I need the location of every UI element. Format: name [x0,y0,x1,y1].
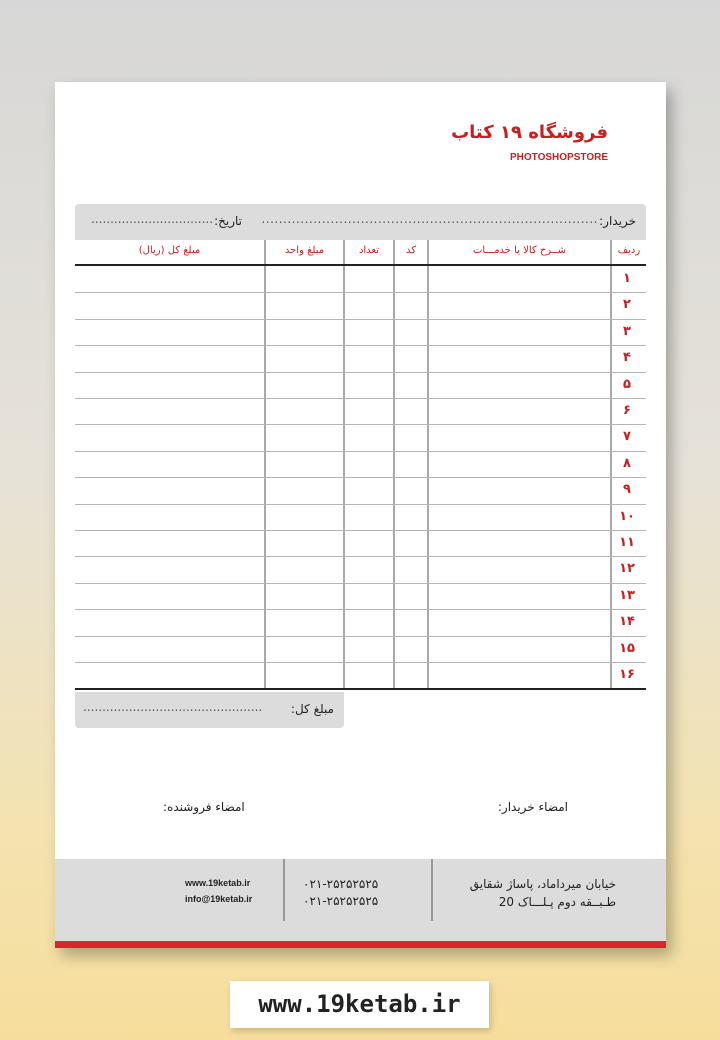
row-divider [75,477,646,478]
buyer-signature-label: امضاء خریدار: [497,800,568,814]
table-bottom-border [75,688,646,690]
date-label: تاریخ: [214,214,242,228]
items-table [75,240,646,690]
column-divider [264,240,266,690]
row-number: ۱۶ [619,667,635,682]
row-divider [75,504,646,505]
address-line: خیابان میرداماد، پاساژ شقایق [469,877,616,891]
watermark-text: www.19ketab.ir [258,990,461,1018]
row-number: ۲ [623,297,631,313]
row-divider [75,345,646,346]
row-number: ۴ [623,350,631,366]
header-description: شــرح کالا یا خدمـــات [472,245,567,256]
footer [55,859,666,941]
column-divider [343,240,345,690]
invoice-sheet [55,82,666,948]
row-number: ۱۱ [619,535,635,550]
store-subtitle: PHOTOSHOPSTORE [510,152,608,163]
header-quantity: تعداد [358,245,380,256]
table-top-border [75,264,646,266]
total-box [75,692,344,728]
column-divider [393,240,395,690]
row-divider [75,609,646,610]
row-divider [75,292,646,293]
row-divider [75,424,646,425]
row-number: ۱۲ [619,561,635,577]
row-number: ۱۴ [619,614,635,630]
row-number: ۵ [623,376,631,392]
footer-accent-bar [55,941,666,948]
row-divider [75,662,646,663]
row-divider [75,556,646,557]
row-divider [75,583,646,584]
row-number: ۱ [623,271,631,286]
store-title: فروشگاه ۱۹ کتاب [451,122,608,143]
buyer-field[interactable]: .............................................................................. [261,212,598,226]
date-field[interactable]: ................................ [91,212,214,226]
header-code: کد [405,245,416,256]
row-divider [75,372,646,373]
buyer-date-bar [75,204,646,240]
footer-divider [283,859,285,921]
total-label: مبلغ کل: [290,702,334,716]
email-link[interactable]: info@19ketab.ir [185,894,253,904]
seller-signature-label: امضاء فروشنده: [163,800,245,814]
row-divider [75,636,646,637]
address [470,875,616,911]
row-divider [75,530,646,531]
row-number: ۱۳ [619,587,635,603]
row-number: ۷ [623,429,631,445]
row-number: ۶ [623,403,631,418]
row-number: ۸ [623,455,631,471]
row-number: ۹ [623,482,631,498]
row-divider [75,398,646,399]
footer-divider [431,859,433,921]
phone-number: ۰۲۱-۲۵۲۵۲۵۲۵ [303,894,379,908]
header-total-price: مبلغ کل (ریال) [138,245,201,256]
website-link[interactable]: www.19ketab.ir [185,878,251,888]
row-number: ۱۵ [619,640,635,656]
buyer-label: خریدار: [599,214,636,228]
watermark-box [230,981,489,1028]
column-divider [427,240,429,690]
header-row-number: ردیف [617,245,641,256]
header-unit-price: مبلغ واحد [284,245,325,256]
phone-number: ۰۲۱-۲۵۲۵۲۵۲۵ [303,877,379,891]
row-divider [75,319,646,320]
row-number: ۱۰ [619,508,635,524]
row-number: ۳ [623,323,631,339]
address-line: طـبــقه دوم پـلـــاک 20 [498,895,616,909]
total-field[interactable]: ............................................... [83,700,263,714]
row-divider [75,451,646,452]
column-divider [610,240,612,690]
